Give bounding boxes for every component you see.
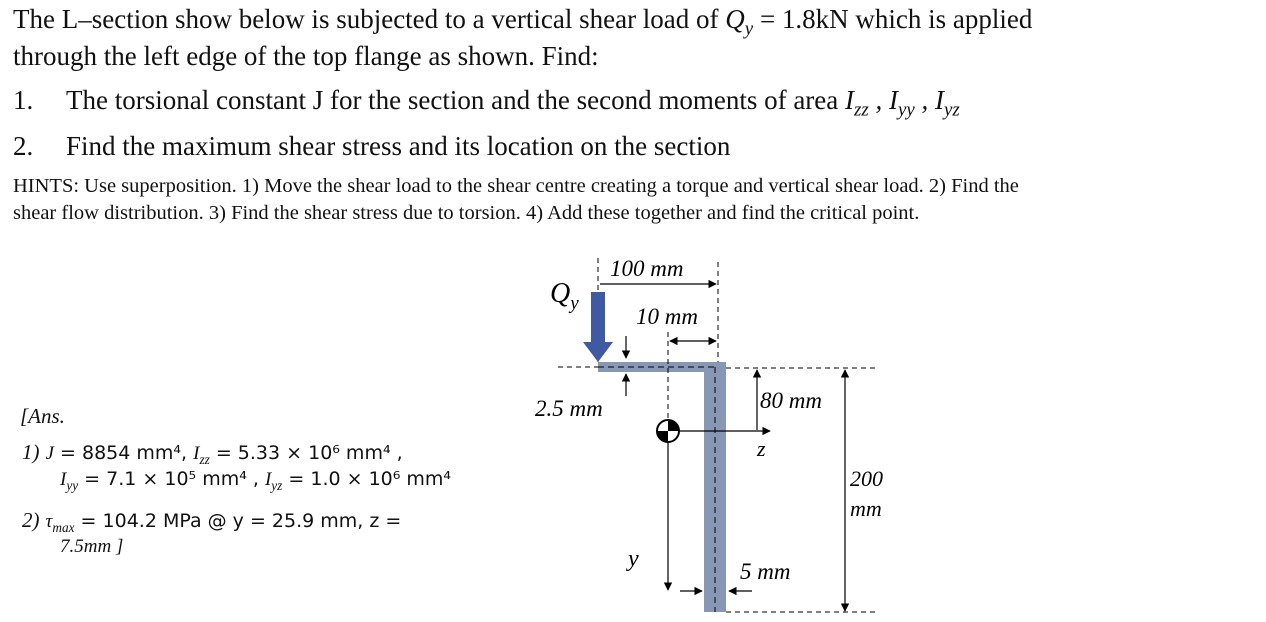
intro-text: The L–section show below is subjected to a vertical shear load of [13, 4, 719, 34]
task-number: 2. [13, 131, 34, 161]
answer-Iyz: $I_{yz} = 1.0 \times 10^6$ mm⁴ [264, 468, 452, 493]
dim-200-value: 200 [850, 466, 883, 491]
dim-80-label: 80 mm [760, 388, 822, 413]
answer-tau: $\tau_{max} = 104.2$ MPa @ y = 25.9 mm, z = [45, 510, 402, 535]
answer-1-label: 1) [22, 440, 40, 464]
answer-Izz: $I_{zz} = 5.33 \times 10^6$ mm⁴ [193, 442, 391, 467]
hint-line-1: HINTS: Use superposition. 1) Move the shear load to the shear centre creating a torque and vertical shear load. 2) Find the [13, 175, 1019, 197]
y-axis-label: y [628, 546, 639, 572]
task-text: Find the maximum shear stress and its location on the section [66, 131, 731, 161]
l-section-shape [598, 362, 726, 612]
dim-5-label: 5 mm [740, 559, 791, 584]
load-symbol: $Q_y$ [725, 4, 754, 40]
task-number: 1. [13, 85, 34, 115]
dim-10-label: 10 mm [636, 304, 698, 329]
dim-2-5-label: 2.5 mm [535, 396, 603, 421]
intro-text-end: which is applied [855, 4, 1033, 34]
moment-symbols: $I_{zz}$ , $I_{yy}$ , $I_{yz}$ [845, 85, 960, 121]
problem-line-2: through the left edge of the top flange as shown. Find: [13, 41, 599, 71]
load-value: = 1.8kN [759, 4, 849, 34]
shear-load-arrow [583, 292, 613, 362]
answer-2-label: 2) [22, 508, 40, 532]
answer-1-line-1: 1) J = 8854 mm⁴, $I_{zz} = 5.33 \times 10^6$ mm⁴ , [22, 440, 403, 467]
task-text: The torsional constant J for the section and the second moments of area $I_{zz}$ , $I_{yy}$ , $I_{yz}$ [66, 85, 960, 121]
answer-J: J = 8854 mm⁴ [45, 442, 182, 464]
z-axis-label: z [757, 436, 766, 461]
dim-200-unit: mm [850, 496, 882, 521]
answer-1-line-2: $I_{yy} = 7.1 \times 10^5$ mm⁴ , $I_{yz} = 1.0 \times 10^6$ mm⁴ [60, 468, 452, 493]
answer-header: [Ans. [20, 404, 65, 428]
dim-100-label: 100 mm [610, 256, 684, 281]
answer-2-line-2: 7.5mm ] [60, 536, 124, 557]
centroid-icon [657, 420, 679, 442]
hint-line-2: shear flow distribution. 3) Find the shear stress due to torsion. 4) Add these together and find the critical point. [13, 202, 920, 224]
load-label: $Q_y$ [550, 278, 579, 314]
answer-Iyy: $I_{yy} = 7.1 \times 10^5$ mm⁴ [60, 468, 247, 493]
